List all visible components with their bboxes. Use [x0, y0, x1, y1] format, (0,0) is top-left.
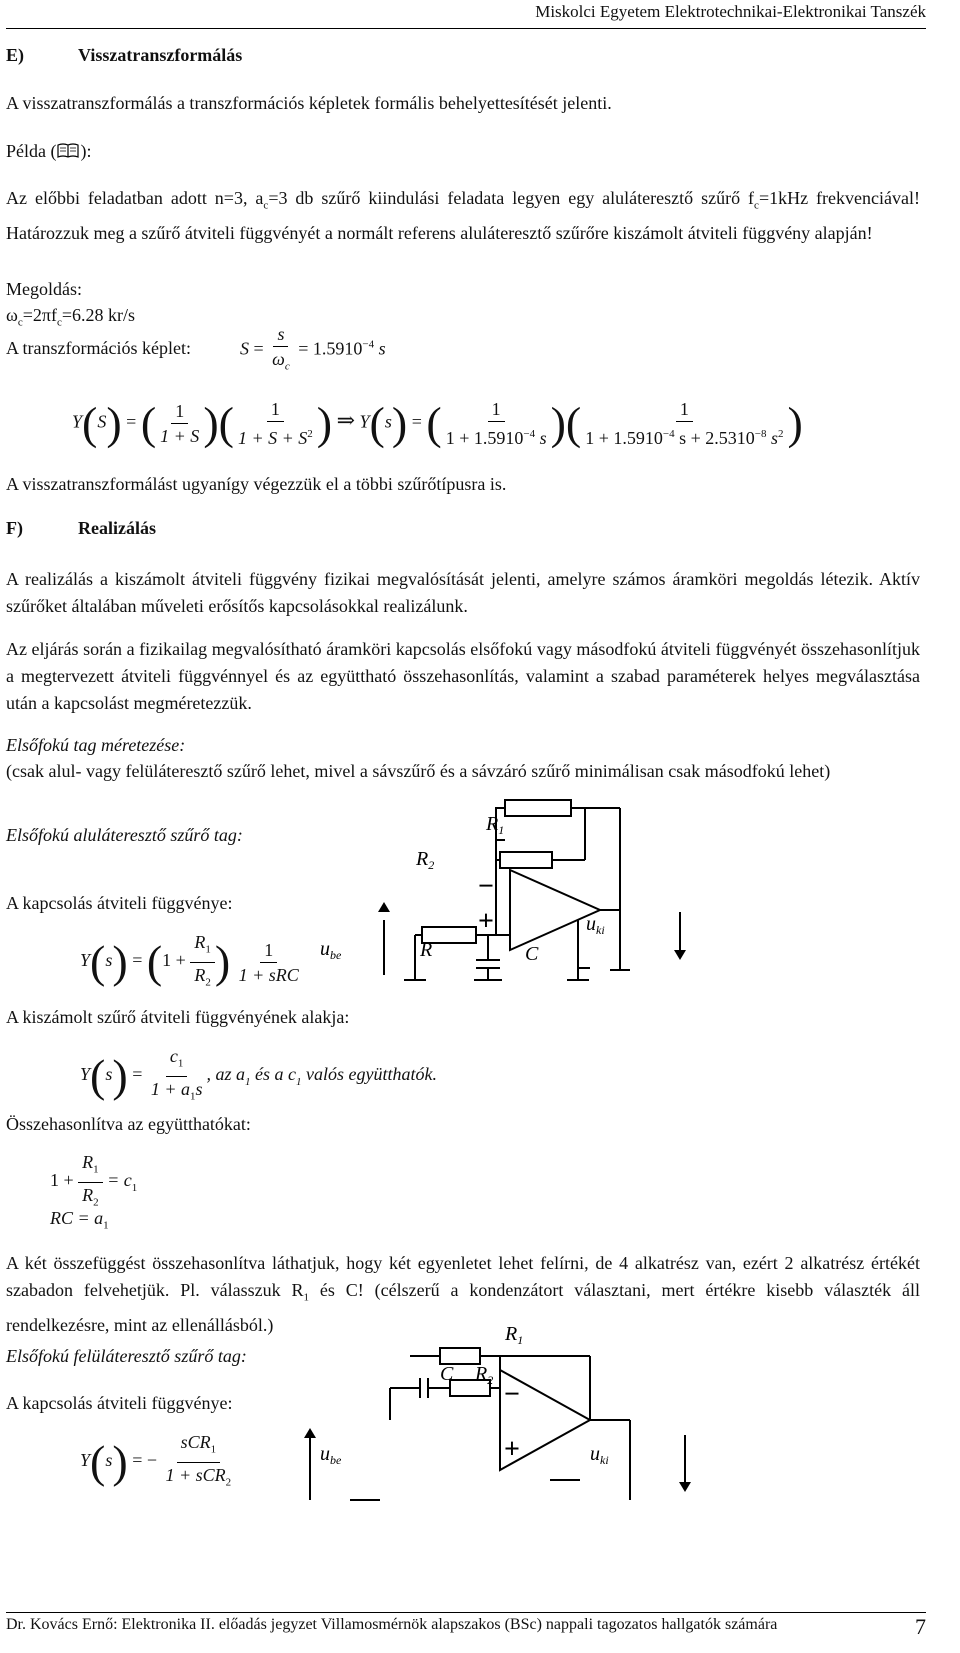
omega-sub: c — [17, 316, 23, 329]
intro-paragraph: A visszatranszformálás a transzformációs képletek formális behelyettesítését jelenti. — [6, 93, 612, 113]
lp-R1-sub: 1 — [205, 943, 211, 956]
omega-line — [6, 302, 920, 337]
first-order-note: (csak alul- vagy felüláteresztő szűrő lehet, mivel a sávszűrő és a sávzáró szűrő minimálisan csak másodfokú lehet) — [6, 761, 831, 781]
ys-g2-den-b: s + 2.5310 — [679, 428, 755, 448]
gen-note-c: valós együtthatók. — [301, 1064, 437, 1085]
hp-num: sCR — [180, 1432, 211, 1452]
coef-R1-sub: 1 — [93, 1163, 99, 1176]
solution-label: Megoldás: — [6, 279, 82, 299]
gen-note-a: , az a — [206, 1064, 246, 1085]
gen-note-sub-b: 1 — [296, 1075, 302, 1088]
realization-paragraph-2: Az eljárás során a fizikailag megvalósítható áramköri kapcsolás elsőfokú vagy másodfokú átviteli függvényét összehasonlítjuk a megtervezett átviteli függvénnyel és az együttható összehasonlítás, valamint a szabad paraméterek helyes megválasztása után a kapcsolást megméretezzük. — [6, 639, 920, 713]
coef-R2: R — [82, 1184, 94, 1205]
implies-arrow: ⇒ — [336, 407, 356, 433]
page-footer — [6, 1614, 926, 1639]
lowpass-circuit — [320, 790, 770, 1030]
transform-formula-label: A transzformációs képlet: — [6, 338, 191, 358]
task-text-b: =3 db szűrő kiindulási feladata legyen egy aluláteresztő szűrő f — [268, 188, 755, 208]
formula-eq: = — [253, 338, 264, 359]
formula-value: = 1.5910 — [298, 338, 363, 359]
header-rule — [6, 28, 926, 29]
task-sub-a: c — [263, 199, 269, 212]
lp-R2-sub: 2 — [205, 976, 211, 989]
gen-note-b: és a c — [250, 1064, 297, 1085]
ys-g1-num: 1 — [488, 397, 505, 422]
gen-den-sub: 1 — [190, 1090, 196, 1103]
lp-s: s — [105, 950, 113, 971]
two-eq-text-b: és C! (célszerű a kondenzátort választani, mert értékre kisebb választék áll rendelkezésre, mint az ellenállásból.) — [6, 1280, 920, 1335]
hp-circuit-plus: + — [504, 1434, 520, 1465]
formula-S: S — [240, 338, 249, 359]
highpass-formula: Y(s) = − $\frac{sCR_1}{1 + sCR_2}$ — [80, 1432, 232, 1489]
section-e-title: Visszatranszformálás — [78, 45, 243, 65]
section-f-heading — [6, 518, 156, 539]
task-text-c: =1kHz frekvenciával! Határozzuk meg a szűrő átviteli függvényét a normált referens aluláteresztő szűrőre kiszámolt átviteli függvény alapján! — [6, 188, 920, 243]
computed-form-label: A kiszámolt szűrő átviteli függvényének alakja: — [6, 1007, 350, 1027]
example-label-end: ): — [80, 141, 92, 161]
ys-lhs2: Y — [359, 411, 370, 432]
lp-circuit-uki: $u_{ki}$ — [586, 913, 605, 937]
coef-equation-2 — [50, 1208, 109, 1232]
highpass-heading: Elsőfokú felüláteresztő szűrő tag: — [6, 1346, 247, 1366]
coef-one-plus: 1 + — [50, 1170, 74, 1191]
lp-circuit-C: C — [525, 943, 539, 965]
task-sub-b: c — [754, 199, 759, 212]
gen-Y: Y — [80, 1064, 91, 1085]
lp-circuit-minus: − — [478, 871, 494, 902]
lowpass-heading: Elsőfokú aluláteresztő szűrő tag: — [6, 825, 243, 845]
ys-arg2: s — [384, 411, 392, 432]
lp-R1: R — [194, 932, 206, 952]
footer-rule — [6, 1612, 926, 1613]
lowpass-formula: Y(s) = (1 + $\frac{R_1}{R_2}$ ) $\frac{1}{\text{1 + sRC}}$ — [80, 930, 303, 994]
ys-g1-exp: −4 — [523, 428, 536, 440]
hp-den-sub: 2 — [225, 1476, 232, 1489]
gen-c1-sub: 1 — [177, 1057, 184, 1070]
lp-circuit-plus: + — [478, 906, 494, 937]
ys-g2-num: 1 — [676, 397, 693, 422]
hp-Y: Y — [80, 1450, 91, 1471]
formula-s2: s — [378, 338, 386, 359]
lp-num: 1 — [260, 938, 277, 963]
formula-omega: ω — [272, 349, 285, 369]
gen-c1: c — [169, 1046, 178, 1066]
coef-R2-sub: 2 — [93, 1196, 99, 1209]
hp-eq: = − — [132, 1450, 157, 1471]
example-label: Példa ( — [6, 141, 57, 161]
page-number: 7 — [915, 1614, 926, 1639]
example-line — [6, 138, 920, 168]
lp-den: 1 + sRC — [238, 964, 299, 985]
ys-g2-exp8: −8 — [754, 428, 767, 440]
lp-plus: 1 + — [162, 950, 186, 971]
coef-rc: RC = a — [50, 1208, 104, 1228]
omega-sub2: c — [56, 316, 62, 329]
ys-g1-den: 1 + 1.5910 — [445, 428, 524, 448]
lp-circuit-R1: $R_1$ — [486, 813, 505, 837]
ys-f2-den: 1 + S + S — [237, 428, 308, 448]
hp-circuit-uki: $u_{ki}$ — [590, 1443, 609, 1467]
book-icon — [56, 141, 80, 168]
formula-fraction — [268, 322, 294, 379]
lp-Y: Y — [80, 950, 91, 971]
coef-eq-c: = c — [107, 1170, 132, 1191]
omega-text-b: =2πf — [22, 305, 57, 325]
formula-exp: −4 — [362, 338, 375, 351]
hp-circuit-ube: $u_{be}$ — [320, 1443, 342, 1467]
highpass-transfer-label: A kapcsolás átviteli függvénye: — [6, 1393, 233, 1413]
rest-paragraph: A visszatranszformálást ugyanígy végezzük el a többi szűrőtípusra is. — [6, 474, 507, 494]
ys-f1-den: 1 + S — [160, 426, 200, 446]
formula-num: s — [273, 322, 288, 347]
ys-f2-num: 1 — [267, 397, 284, 422]
ys-g1-s: s — [539, 428, 547, 448]
section-e-letter: E) — [6, 45, 24, 65]
coef-c-sub: 1 — [131, 1181, 138, 1194]
gen-note-sub-a: 1 — [245, 1075, 251, 1088]
ys-g2-s: s — [771, 428, 779, 448]
page-header: Miskolci Egyetem Elektrotechnikai-Elektronikai Tanszék — [535, 2, 926, 21]
lp-circuit-R2: $R_2$ — [416, 848, 435, 872]
lp-eq: = — [132, 950, 143, 971]
highpass-circuit — [290, 1310, 710, 1530]
lowpass-transfer-label: A kapcsolás átviteli függvénye: — [6, 893, 233, 913]
omega-symbol: ω — [6, 305, 18, 325]
ys-g2-sq: 2 — [778, 428, 784, 440]
hp-circuit-minus: − — [504, 1379, 520, 1410]
section-e-heading — [6, 45, 242, 66]
hp-circuit-R1: $R_1$ — [505, 1323, 524, 1347]
ys-g2-den-a: 1 + 1.5910 — [585, 428, 663, 448]
coef-a-sub: 1 — [103, 1219, 109, 1232]
section-f-letter: F) — [6, 518, 23, 538]
gen-eq: = — [132, 1064, 143, 1085]
footer-text: Dr. Kovács Ernő: Elektronika II. előadás jegyzet Villamosmérnök alapszakos (BSc) nappali tagozatos hallgatók számára — [6, 1616, 778, 1633]
task-paragraph — [6, 185, 920, 247]
ys-formula: Y(S) = ( $\frac{1}{1 + S}$ )( $\frac{1}{1 + S + S^2}$ ) ⇒ Y(s) = ( $\frac{1}{1 + 1.5910^{-4} s}$ )( $\frac{1}{1 + 1.5910^{-4} s + 2.5310^{-8} s^2}$ ) — [72, 397, 803, 449]
gen-s: s — [105, 1064, 113, 1085]
coef-R1: R — [82, 1152, 94, 1172]
lp-circuit-R: R — [420, 939, 433, 961]
hp-s: s — [105, 1450, 113, 1471]
two-eq-text-a: A két összefüggést összehasonlítva láthatjuk, hogy két egyenletet lehet felírni, de 4 alkatrész van, ezért 2 alkatrész értékét szabadon felvehetjük. Pl. válasszuk R — [6, 1253, 920, 1300]
formula-omega-sub: c — [284, 360, 290, 373]
ys-eq: = — [126, 411, 137, 432]
gen-den: 1 + a — [150, 1078, 190, 1099]
ys-f1-num: 1 — [171, 399, 188, 424]
ys-arg: S — [97, 411, 107, 432]
first-order-heading: Elsőfokú tag méretezése: — [6, 735, 186, 755]
transform-formula — [240, 322, 386, 379]
hp-num-sub: 1 — [210, 1443, 217, 1456]
task-text-a: Az előbbi feladatban adott n=3, a — [6, 188, 264, 208]
lp-circuit-ube: $u_{be}$ — [320, 938, 342, 962]
hp-den: 1 + sCR — [165, 1464, 226, 1485]
ys-g2-exp4: −4 — [662, 428, 675, 440]
ys-lhs: Y — [72, 411, 83, 432]
lp-R2: R — [194, 964, 206, 985]
omega-text-c: =6.28 kr/s — [61, 305, 136, 325]
ys-f2-sq: 2 — [307, 428, 313, 440]
general-formula: Y(s) = $\frac{c_1}{1 + a_1s}$ , az $a_1$ és a $c_1$ valós együtthatók. — [80, 1046, 437, 1103]
compare-label: Összehasonlítva az együtthatókat: — [6, 1114, 251, 1134]
hp-circuit-R2: $R_2$ — [475, 1363, 494, 1387]
section-f-title: Realizálás — [78, 518, 156, 538]
two-eq-sub: 1 — [303, 1291, 309, 1304]
ys-eq2: = — [411, 411, 422, 432]
hp-circuit-C: C — [440, 1363, 454, 1385]
realization-paragraph-1: A realizálás a kiszámolt átviteli függvény fizikai megvalósítását jelenti, amelyre számos áramköri megoldás létezik. Aktív szűrőket általában műveleti erősítős kapcsolásokkal realizálunk. — [6, 569, 920, 616]
coef-equation-1 — [50, 1150, 137, 1214]
gen-den-s: s — [195, 1078, 203, 1099]
